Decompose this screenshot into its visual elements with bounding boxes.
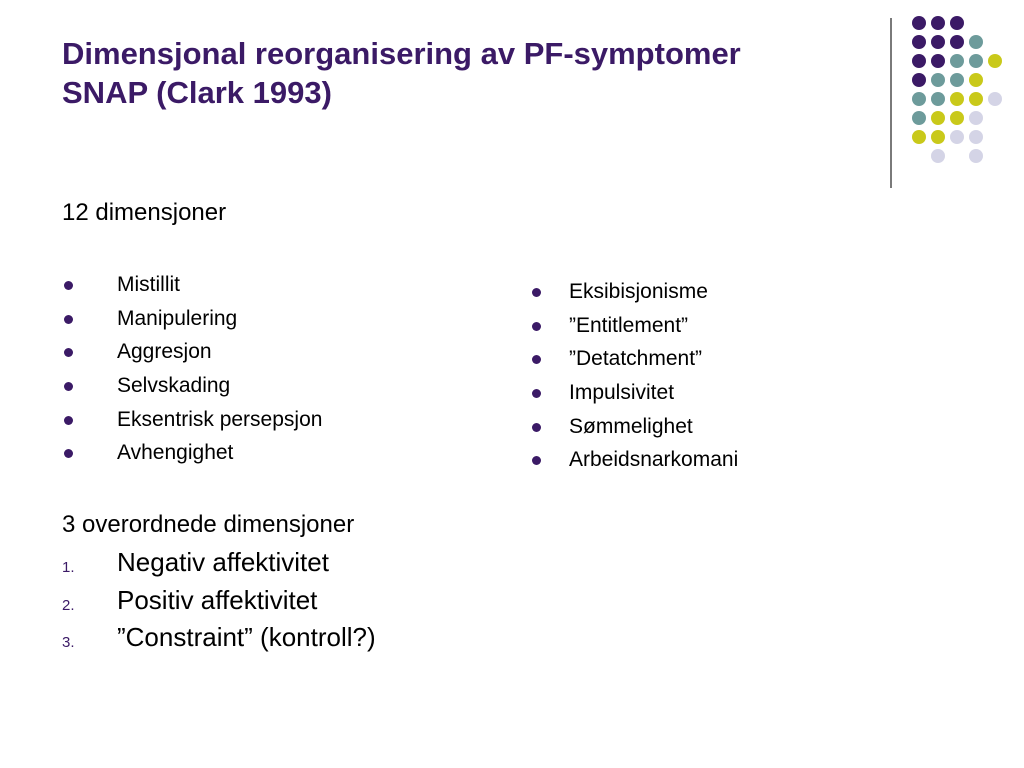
decor-dot [912, 35, 926, 49]
decor-dot [912, 111, 926, 125]
decor-dot [950, 16, 964, 30]
right-bullet-list [530, 277, 738, 479]
numbered-item: 2. Positiv affektivitet [62, 585, 376, 623]
decor-dot [931, 35, 945, 49]
list-item: ”Detatchment” [530, 344, 738, 378]
decor-dot [931, 111, 945, 125]
list-item: Arbeidsnarkomani [530, 445, 738, 479]
bullet-icon [64, 416, 73, 425]
list-item: Impulsivitet [530, 378, 738, 412]
slide-title [62, 34, 862, 112]
bullet-icon [64, 315, 73, 324]
decor-dot [931, 73, 945, 87]
bullet-icon [64, 382, 73, 391]
decor-dot [969, 73, 983, 87]
numbered-item: 1. Negativ affektivitet [62, 547, 376, 585]
bullet-icon [532, 456, 541, 465]
title-line-1: Dimensjonal reorganisering av PF-symptomer [62, 36, 741, 71]
list-item: Selvskading [62, 371, 322, 405]
decor-dot [950, 111, 964, 125]
list-item: Mistillit [62, 270, 322, 304]
decor-dot [969, 111, 983, 125]
decor-dot [969, 54, 983, 68]
list-item: Sømmelighet [530, 412, 738, 446]
decor-dot [950, 92, 964, 106]
list-item: Avhengighet [62, 438, 322, 472]
bullet-icon [532, 322, 541, 331]
decor-dot [912, 73, 926, 87]
decor-dot [931, 54, 945, 68]
bullet-icon [64, 348, 73, 357]
decor-dot [912, 92, 926, 106]
list-item: Aggresjon [62, 337, 322, 371]
decor-dot [950, 73, 964, 87]
decor-dot [969, 92, 983, 106]
decor-dot [988, 92, 1002, 106]
bullet-icon [532, 423, 541, 432]
decor-dot [969, 149, 983, 163]
decor-dot [988, 54, 1002, 68]
bullet-icon [532, 355, 541, 364]
title-line-2: SNAP (Clark 1993) [62, 75, 332, 110]
decor-dot [950, 54, 964, 68]
list-item: Manipulering [62, 304, 322, 338]
decor-dot [912, 16, 926, 30]
item-number: 2. [62, 596, 75, 614]
vertical-divider [890, 18, 892, 188]
decor-dot [931, 149, 945, 163]
decor-dot [931, 16, 945, 30]
bullet-icon [532, 288, 541, 297]
item-number: 1. [62, 559, 75, 576]
bullet-icon [64, 449, 73, 458]
decor-dot [950, 130, 964, 144]
numbered-list [62, 547, 376, 660]
list-item: Eksibisjonisme [530, 277, 738, 311]
section-heading-overarching: 3 overordnede dimensjoner [62, 511, 355, 538]
decor-dot [912, 130, 926, 144]
bullet-icon [64, 281, 73, 290]
decor-dot [931, 92, 945, 106]
item-number: 3. [62, 634, 75, 651]
decor-dot [969, 35, 983, 49]
left-bullet-list [62, 270, 322, 472]
decor-dot [931, 130, 945, 144]
list-item: ”Entitlement” [530, 311, 738, 345]
list-item: Eksentrisk persepsjon [62, 405, 322, 439]
decor-dot [912, 54, 926, 68]
decorative-dot-grid [900, 10, 1010, 170]
section-heading-dimensions: 12 dimensjoner [62, 199, 227, 226]
bullet-icon [532, 389, 541, 398]
numbered-item: 3. ”Constraint” (kontroll?) [62, 622, 376, 660]
decor-dot [950, 35, 964, 49]
decor-dot [969, 130, 983, 144]
